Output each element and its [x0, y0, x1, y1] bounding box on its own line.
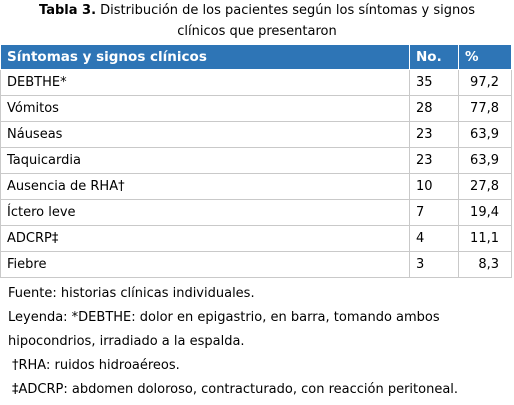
caption-label: Tabla 3. [39, 3, 97, 18]
source-note: Fuente: historias clínicas individuales. [8, 286, 255, 301]
adcrp-note: ‡ADCRP: abdomen doloroso, contracturado, con reacción peritoneal. [12, 382, 459, 397]
cell-count: 23 [410, 122, 459, 148]
cell-count: 7 [410, 200, 459, 226]
rha-note: †RHA: ruidos hidroaéreos. [12, 358, 180, 373]
table-row [1, 122, 512, 148]
table-row [1, 200, 512, 226]
table-row [1, 96, 512, 122]
cell-sign: ADCRP‡ [1, 226, 410, 252]
cell-count: 28 [410, 96, 459, 122]
caption-text-1: Distribución de los pacientes según los síntomas y signos [96, 3, 475, 18]
legend-note-line-2: hipocondrios, irradiado a la espalda. [8, 334, 245, 349]
header-symptoms: Síntomas y signos clínicos [1, 45, 410, 70]
cell-sign: Íctero leve [1, 200, 410, 226]
cell-count: 10 [410, 174, 459, 200]
symptoms-table [0, 44, 512, 278]
table-row [1, 252, 512, 278]
cell-percent: 19,4 [459, 200, 512, 226]
table-notes [8, 282, 458, 402]
cell-sign: Taquicardia [1, 148, 410, 174]
cell-percent: 27,8 [459, 174, 512, 200]
header-count: No. [410, 45, 459, 70]
legend-note-line-1: Leyenda: *DEBTHE: dolor en epigastrio, en barra, tomando ambos [8, 310, 440, 325]
cell-sign: Ausencia de RHA† [1, 174, 410, 200]
table-caption [0, 0, 514, 42]
cell-sign: Vómitos [1, 96, 410, 122]
cell-sign: Fiebre [1, 252, 410, 278]
cell-count: 35 [410, 70, 459, 96]
cell-count: 3 [410, 252, 459, 278]
cell-percent: 8,3 [459, 252, 512, 278]
cell-percent: 11,1 [459, 226, 512, 252]
cell-sign: DEBTHE* [1, 70, 410, 96]
table-row [1, 226, 512, 252]
caption-line-1 [0, 0, 514, 21]
cell-percent: 63,9 [459, 122, 512, 148]
cell-percent: 77,8 [459, 96, 512, 122]
caption-line-2: clínicos que presentaron [177, 24, 337, 39]
table-row [1, 70, 512, 96]
table-header-row [1, 45, 512, 70]
table-row [1, 148, 512, 174]
header-percent: % [459, 45, 512, 70]
table-row [1, 174, 512, 200]
cell-percent: 97,2 [459, 70, 512, 96]
cell-count: 4 [410, 226, 459, 252]
cell-sign: Náuseas [1, 122, 410, 148]
cell-count: 23 [410, 148, 459, 174]
cell-percent: 63,9 [459, 148, 512, 174]
